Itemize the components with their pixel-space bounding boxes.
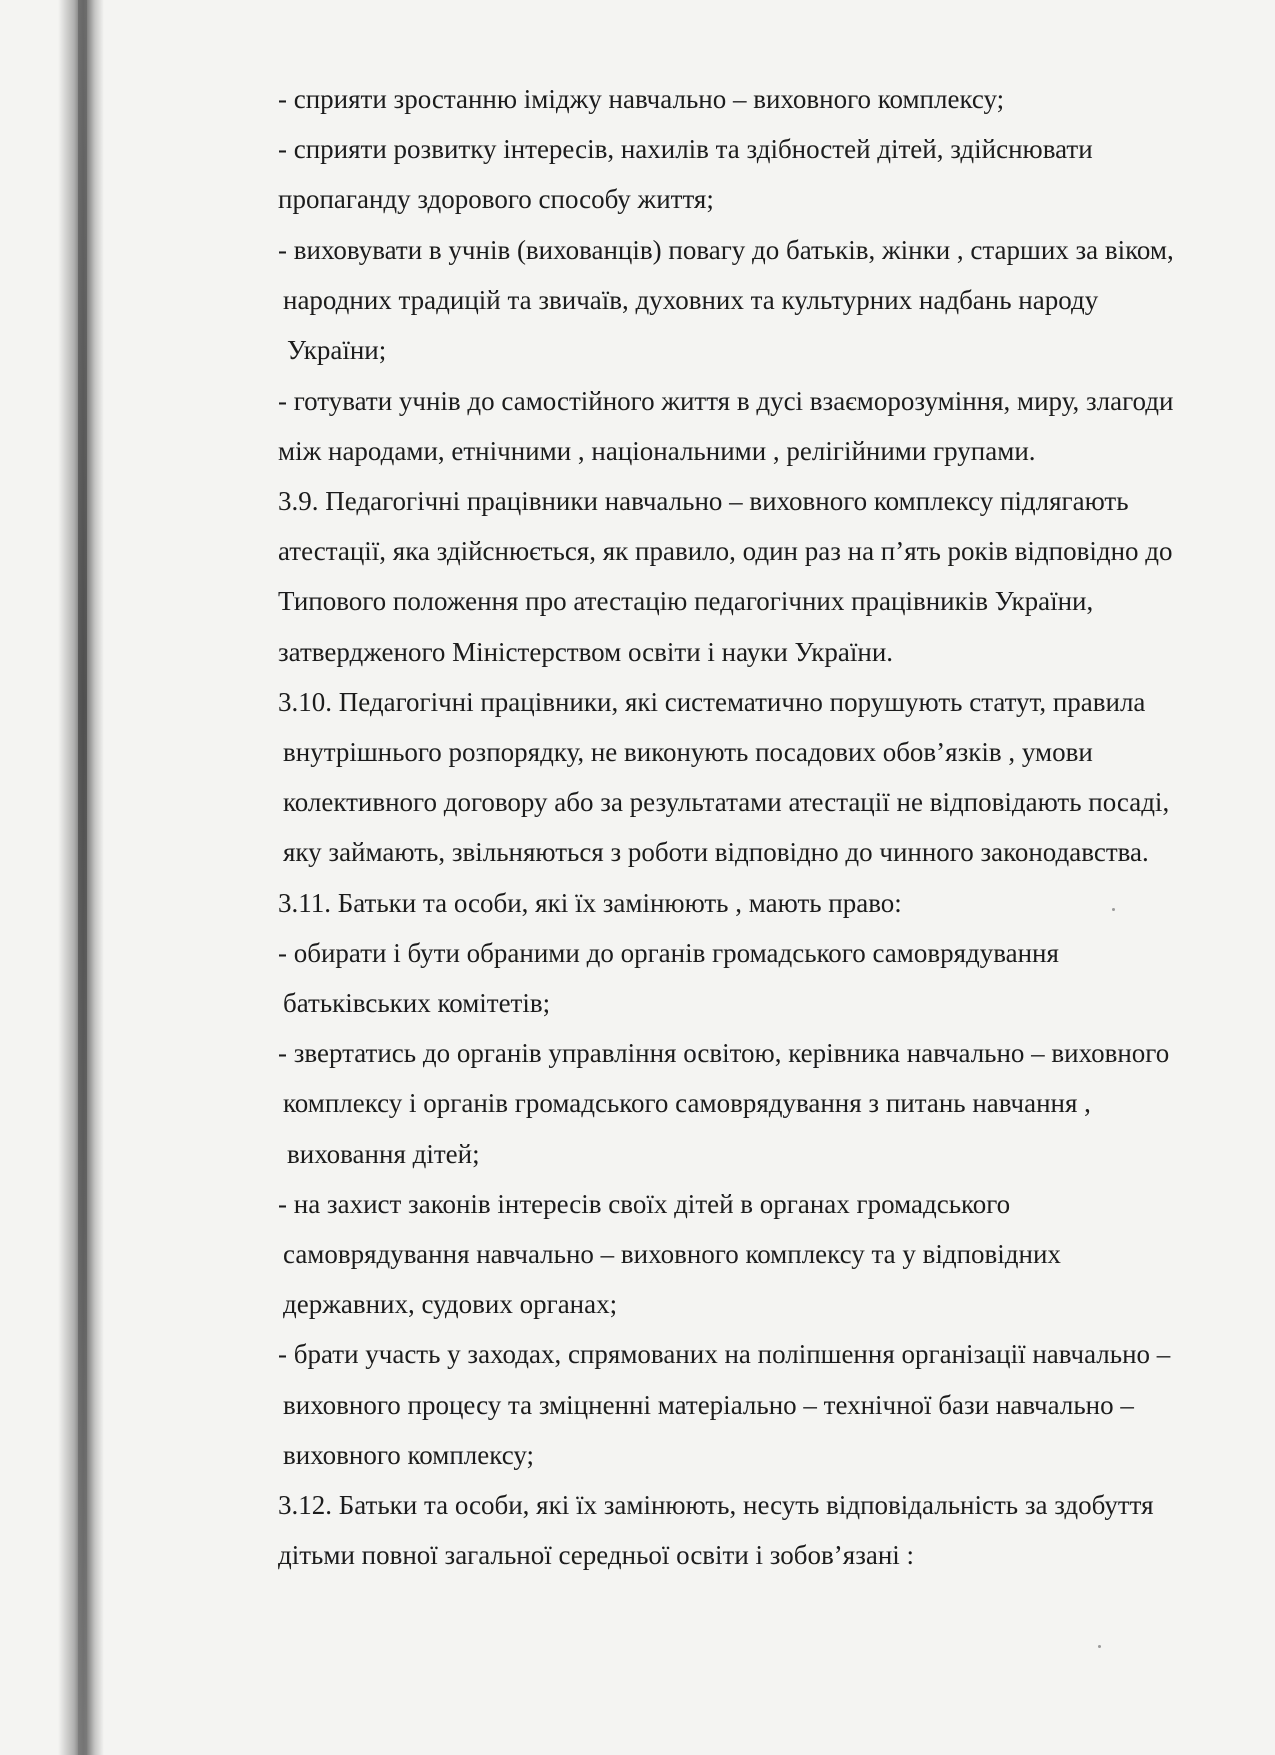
text-line: державних, судових органах;: [283, 1289, 618, 1319]
text-line: самоврядування навчально – виховного комплексу та у відповідних: [283, 1239, 1061, 1269]
text-line: атестації, яка здійснюється, як правило, один раз на п’ять років відповідно до: [278, 536, 1173, 566]
text-line: затвердженого Міністерством освіти і науки України.: [278, 637, 894, 667]
text-line: виховного процесу та зміцненні матеріально – технічної бази навчально –: [283, 1390, 1134, 1420]
text-line: - звертатись до органів управління освітою, керівника навчально – виховного: [278, 1038, 1170, 1068]
text-line: 3.12. Батьки та особи, які їх замінюють, несуть відповідальність за здобуття: [278, 1490, 1154, 1520]
text-line: комплексу і органів громадського самоврядування з питань навчання ,: [283, 1088, 1091, 1118]
text-line: яку займають, звільняються з роботи відповідно до чинного законодавства.: [283, 837, 1149, 867]
text-line: виховання дітей;: [287, 1139, 480, 1169]
text-line: - брати участь у заходах, спрямованих на поліпшення організації навчально –: [278, 1339, 1171, 1369]
binding-edge: [78, 0, 87, 1755]
text-line: України;: [287, 335, 387, 365]
text-line: 3.10. Педагогічні працівники, які систематично порушують статут, правила: [278, 687, 1146, 717]
text-line: народних традицій та звичаїв, духовних та культурних надбань народу: [283, 285, 1099, 315]
text-line: Типового положення про атестацію педагогічних працівників України,: [278, 586, 1094, 616]
text-line: 3.11. Батьки та особи, які їх замінюють , мають право:: [278, 888, 902, 918]
text-line: між народами, етнічними , національними , релігійними групами.: [278, 436, 1036, 466]
text-line: - готувати учнів до самостійного життя в дусі взаєморозуміння, миру, злагоди: [278, 386, 1174, 416]
text-line: батьківських комітетів;: [283, 988, 551, 1018]
text-line: - на захист законів інтересів своїх дітей в органах громадського: [278, 1189, 1011, 1219]
scan-speck: [1112, 908, 1115, 911]
text-line: внутрішнього розпорядку, не виконують посадових обов’язків , умови: [283, 737, 1093, 767]
text-line: виховного комплексу;: [283, 1440, 534, 1470]
text-line: - обирати і бути обраними до органів громадського самоврядування: [278, 938, 1059, 968]
text-line: колективного договору або за результатами атестації не відповідають посаді,: [283, 787, 1170, 817]
text-line: пропаганду здорового способу життя;: [278, 184, 714, 214]
text-line: - виховувати в учнів (вихованців) повагу до батьків, жінки , старших за віком,: [278, 235, 1174, 265]
text-line: - сприяти зростанню іміджу навчально – виховного комплексу;: [278, 84, 1005, 114]
text-line: 3.9. Педагогічні працівники навчально – виховного комплексу підлягають: [278, 486, 1129, 516]
scan-speck: [1098, 1645, 1101, 1648]
text-line: дітьми повної загальної середньої освіти і зобов’язані :: [278, 1540, 915, 1570]
text-line: - сприяти розвитку інтересів, нахилів та здібностей дітей, здійснювати: [278, 134, 1093, 164]
